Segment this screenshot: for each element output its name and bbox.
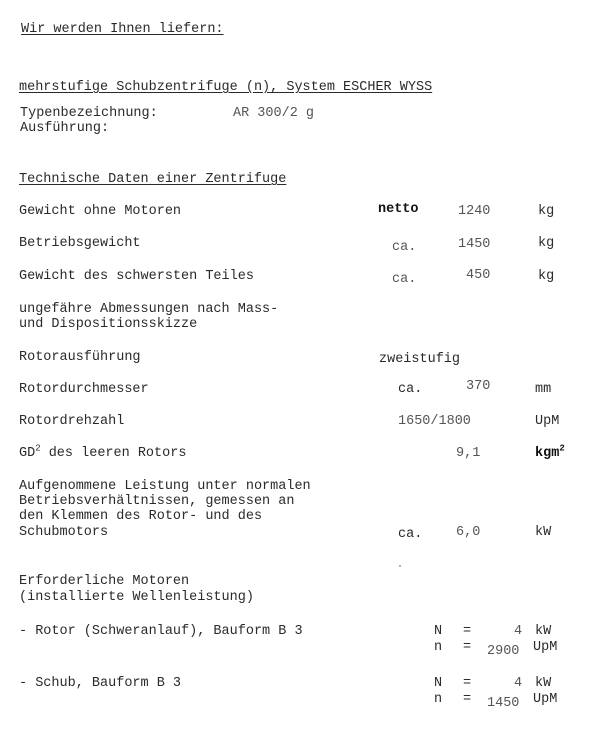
motor-rotor-label: - Rotor (Schweranlauf), Bauform B 3 xyxy=(19,624,303,639)
motor-rotor-rpm-eq: = xyxy=(463,640,472,655)
type-value: AR 300/2 g xyxy=(233,106,315,121)
row-rotor-diameter-qualifier: ca. xyxy=(398,382,423,397)
row-power-label-3: den Klemmen des Rotor- und des xyxy=(19,509,263,524)
motor-thrust-rpm-eq: = xyxy=(463,692,472,707)
tech-heading: Technische Daten einer Zentrifuge xyxy=(19,172,287,187)
motor-thrust-label: - Schub, Bauform B 3 xyxy=(19,676,182,691)
row-rotor-speed-value: 1650/1800 xyxy=(398,414,471,429)
row-gd2-unit: kgm$^2$ xyxy=(535,443,565,461)
motor-rotor-rpm-value: 2900 xyxy=(487,644,520,659)
row-rotor-speed-unit: UpM xyxy=(535,414,560,429)
row-rotor-diameter-label: Rotordurchmesser xyxy=(19,382,149,397)
row-rotor-speed-label: Rotordrehzahl xyxy=(19,414,125,429)
row-gd2-label: $GD^2$ des leeren Rotors xyxy=(19,443,187,461)
row-dimensions-label: ungefähre Abmessungen nach Mass- xyxy=(19,302,279,317)
row-rotor-diameter-value: 370 xyxy=(466,379,491,394)
row-dimensions-label-2: und Dispositionsskizze xyxy=(19,317,198,332)
row-operating-weight-label: Betriebsgewicht xyxy=(19,236,141,251)
motor-rotor-power-unit: kW xyxy=(535,624,552,639)
motor-thrust-rpm-unit: UpM xyxy=(533,692,558,707)
row-operating-weight-value: 1450 xyxy=(458,237,491,252)
row-weight-label: Gewicht ohne Motoren xyxy=(19,204,182,219)
motor-rotor-power-value: 4 xyxy=(514,624,523,639)
row-gd2-value: 9,1 xyxy=(456,446,481,461)
row-power-value: 6,0 xyxy=(456,525,481,540)
header-text: Wir werden Ihnen liefern: xyxy=(21,22,224,37)
motor-thrust-rpm-value: 1450 xyxy=(487,696,520,711)
product-title: mehrstufige Schubzentrifuge (n), System ESCHER WYSS xyxy=(19,80,433,95)
row-power-label-2: Betriebsverhältnissen, gemessen an xyxy=(19,494,295,509)
type-label: Typenbezeichnung: xyxy=(20,106,158,121)
row-power-qualifier: ca. xyxy=(398,527,423,542)
row-heaviest-part-qualifier: ca. xyxy=(392,272,417,287)
row-heaviest-part-value: 450 xyxy=(466,268,491,283)
motor-thrust-rpm-symbol: n xyxy=(434,692,443,707)
speck xyxy=(399,565,401,567)
motors-subheading: (installierte Wellenleistung) xyxy=(19,590,254,605)
motor-rotor-rpm-symbol: n xyxy=(434,640,443,655)
motor-rotor-n-eq: = xyxy=(463,624,472,639)
version-label: Ausführung: xyxy=(20,121,110,136)
motor-thrust-n-symbol: N xyxy=(434,676,443,691)
row-heaviest-part-label: Gewicht des schwersten Teiles xyxy=(19,269,254,284)
motors-heading: Erforderliche Motoren xyxy=(19,574,190,589)
row-weight-unit: kg xyxy=(538,204,555,219)
motor-thrust-n-eq: = xyxy=(463,676,472,691)
row-power-unit: kW xyxy=(535,525,552,540)
row-weight-qualifier: netto xyxy=(378,202,419,217)
motor-rotor-n-symbol: N xyxy=(434,624,443,639)
row-operating-weight-unit: kg xyxy=(538,236,555,251)
row-operating-weight-qualifier: ca. xyxy=(392,240,417,255)
row-power-label-4: Schubmotors xyxy=(19,525,109,540)
motor-rotor-rpm-unit: UpM xyxy=(533,640,558,655)
row-rotor-design-value: zweistufig xyxy=(379,352,461,367)
row-weight-value: 1240 xyxy=(458,204,491,219)
row-rotor-design-label: Rotorausführung xyxy=(19,350,141,365)
motor-thrust-power-value: 4 xyxy=(514,676,523,691)
row-rotor-diameter-unit: mm xyxy=(535,382,552,397)
row-power-label: Aufgenommene Leistung unter normalen xyxy=(19,479,311,494)
motor-thrust-power-unit: kW xyxy=(535,676,552,691)
row-heaviest-part-unit: kg xyxy=(538,269,555,284)
